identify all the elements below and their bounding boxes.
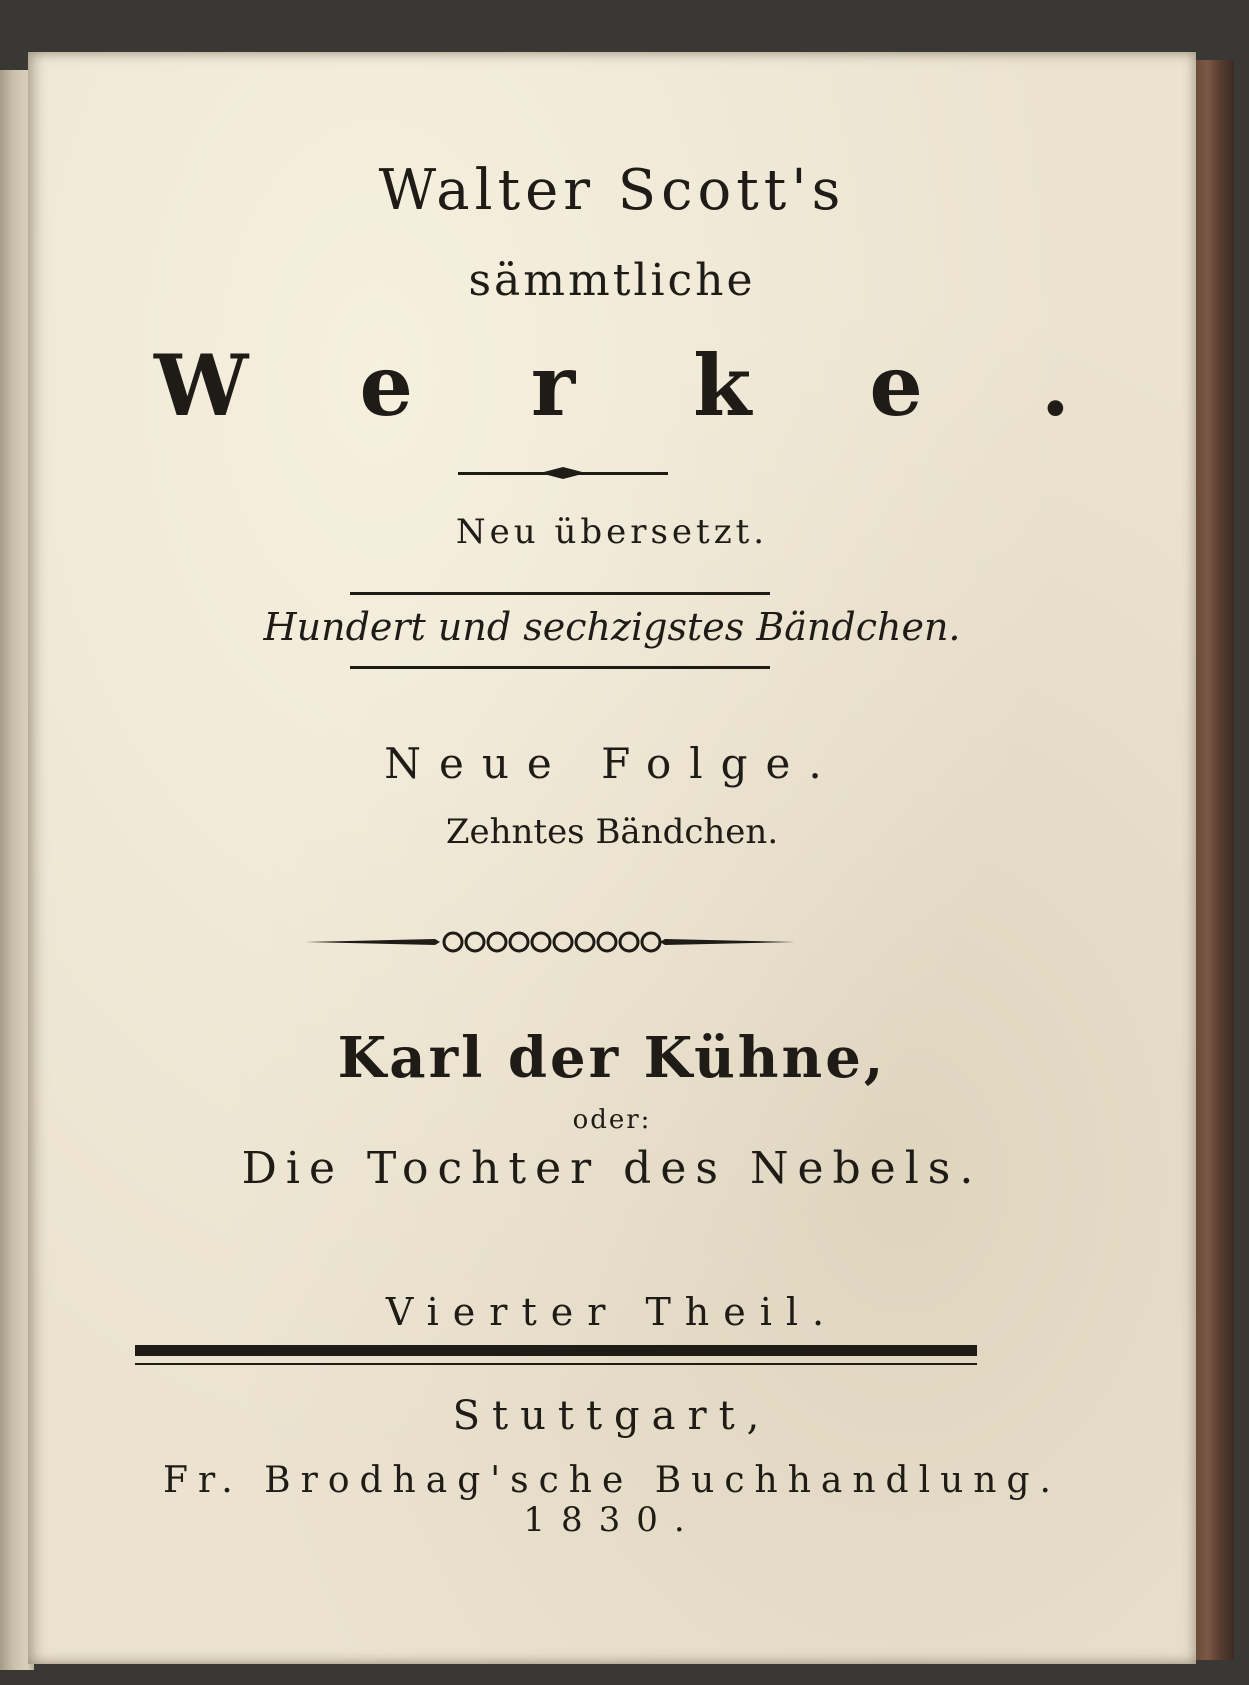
volume-number: Hundert und sechzigstes Bändchen.	[263, 605, 961, 649]
rule-below-volume	[350, 666, 770, 669]
part-line: Vierter Theil.	[385, 1290, 839, 1334]
series-line: Neue Folge.	[384, 739, 840, 788]
rule-above-volume	[350, 592, 770, 595]
thin-rule	[135, 1363, 977, 1365]
translation-note: Neu übersetzt.	[455, 512, 769, 552]
title-conjunction: oder:	[572, 1105, 652, 1135]
works-line: Werke.	[153, 336, 1189, 435]
book-title: Karl der Kühne,	[337, 1025, 887, 1091]
thick-rule	[135, 1345, 977, 1356]
imprint-publisher: Fr. Brodhag'sche Buchhandlung.	[163, 1460, 1061, 1501]
author-line: Walter Scott's	[378, 158, 846, 223]
subtitle-line: sämmtliche	[468, 255, 756, 306]
imprint-city: Stuttgart,	[452, 1393, 772, 1439]
ornamental-divider	[305, 922, 795, 962]
book-fore-edge	[1196, 60, 1234, 1660]
series-volume: Zehntes Bändchen.	[445, 812, 779, 852]
imprint-year: 1830.	[523, 1500, 701, 1540]
alternate-title: Die Tochter des Nebels.	[241, 1143, 983, 1194]
